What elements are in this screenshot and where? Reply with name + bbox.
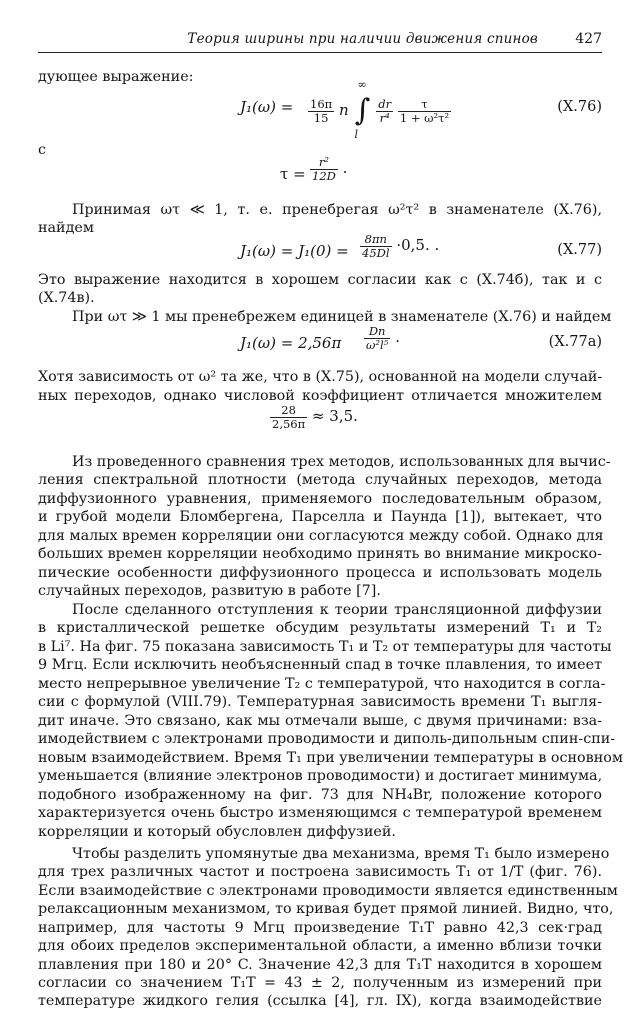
equation-x77: J₁(ω) = J₁(0) = $\frac{8\pi n}{45Dl}$ ·0,5. . (X.77) — [240, 232, 602, 260]
text-line: Это выражение находится в хорошем согласии как с (X.74б), так и с — [38, 272, 602, 288]
eq-lhs: J₁(ω) = J₁(0) = — [240, 242, 349, 260]
text-line: для трех различных частот и построена зависимость T₁ от 1/T (фиг. 76). — [38, 864, 602, 880]
text-line: имодействием с электронами проводимости и диполь-дипольным спин-спи- — [38, 731, 616, 747]
equation-label: (X.76) — [557, 99, 602, 115]
eq-symbol: n — [338, 101, 349, 119]
text-line: При ωτ ≫ 1 мы пренебрежем единицей в знаменателе (X.76) и найдем — [72, 309, 612, 325]
text-line: температуре жидкого гелия (ссылка [4], гл. IX), когда взаимодействие — [38, 993, 602, 1009]
text-line: корреляции и который обусловлен диффузией. — [38, 824, 396, 840]
eq-lhs: J₁(ω) = — [240, 98, 294, 116]
equation-tau: τ = $\frac{\text{r²}}{12D}$ . — [280, 155, 348, 183]
running-header — [38, 31, 602, 53]
header-rule — [38, 52, 602, 53]
header-title: Теория ширины при наличии движения спинов — [187, 31, 538, 47]
text-line: диффузионного уравнения, применяемого последовательным образом, — [38, 491, 602, 507]
text-line: и грубой модели Бломбергена, Парселла и Паунда [1]), вытекает, что — [38, 509, 602, 525]
text-line: найдем — [38, 220, 94, 236]
text-line: пические особенности диффузионного процесса и использовать модель — [38, 565, 602, 581]
text-line: в Li⁷. На фиг. 75 показана зависимость T₁ и T₂ от температуры для частоты — [38, 639, 612, 655]
eq-lhs: τ = — [280, 165, 306, 183]
equation-label: (X.77а) — [548, 334, 602, 350]
text-line: больших времен корреляции необходимо принять во внимание микроско- — [38, 546, 602, 562]
integral-sign: ∫ ∞ l — [354, 78, 371, 141]
eq-fraction: $\frac{16\pi}{15}$ — [310, 96, 333, 125]
text-line: плавления при 180 и 20° C. Значение 42,3 для T₁T находится в хорошем — [38, 957, 602, 973]
text-line: Принимая ωτ ≪ 1, т. е. пренебрегая ω²τ² в знаменателе (X.76), — [72, 202, 602, 218]
text-line: дующее выражение: — [38, 69, 194, 85]
text-line: сии с формулой (VIII.79). Температурная зависимость времени T₁ выгля- — [38, 694, 602, 710]
text-line: Из проведенного сравнения трех методов, использованных для вычис- — [72, 454, 611, 470]
text-line: для обоих пределов экспериментальной области, а именно вблизи точки — [38, 938, 602, 954]
equation-ratio: $\frac{28}{2,56\pi}$ ≈ 3,5. — [272, 403, 358, 431]
text-line: случайных переходов, развитую в работе [7]. — [38, 583, 381, 599]
eq-lhs: J₁(ω) = 2,56π — [240, 334, 342, 352]
text-line: новым взаимодействием. Время T₁ при увеличении температуры в основном — [38, 750, 623, 766]
eq-fraction: $\frac{Dn}{\text{ω²l⁵}}$ — [366, 324, 389, 352]
text-line: место непрерывное увеличение T₂ с температурой, что находится в согла- — [38, 676, 606, 692]
text-line: дит иначе. Это связано, как мы отмечали выше, с двумя причинами: вза- — [38, 713, 602, 729]
eq-fraction: $\frac{\text{r²}}{12D}$ — [312, 155, 336, 183]
text-line: согласии со значением T₁T = 43 ± 2, полученным из измерений при — [38, 975, 602, 991]
eq-fraction: $\frac{dr}{\text{r⁴}}$ — [378, 96, 392, 125]
text-line: например, для частоты 9 Мгц произведение T₁T равно 42,3 сек·град — [38, 920, 602, 936]
text-line: После сделанного отступления к теории трансляционной диффузии — [72, 602, 602, 618]
text-line: с — [38, 142, 47, 158]
text-line: Чтобы разделить упомянутые два механизма, время T₁ было измерено — [72, 846, 610, 862]
text-line: характеризуется очень быстро изменяющимся с температурой временем — [38, 805, 602, 821]
eq-fraction: $\frac{28}{2,56\pi}$ — [272, 403, 306, 431]
text-line: в кристаллической решетке обсудим результаты измерений T₁ и T₂ — [38, 620, 602, 636]
page-number: 427 — [575, 31, 602, 47]
equation-x77a: J₁(ω) = 2,56π $\frac{Dn}{\text{ω²l⁵}}$ . (X.77а) — [240, 324, 602, 352]
text-line: для малых времен корреляции они согласуются между собой. Однако для — [38, 528, 604, 544]
text-line: (X.74в). — [38, 290, 95, 306]
text-line: релаксационным механизмом, то кривая будет прямой линией. Видно, что, — [38, 901, 614, 917]
text-line: ных переходов, однако числовой коэффициент отличается множителем — [38, 388, 602, 404]
text-line: Если взаимодействие с электронами проводимости является единственным — [38, 883, 618, 899]
eq-fraction: $\frac{\tau}{\text{1 + ω²τ²}}$ — [399, 96, 450, 125]
equation-x76 — [240, 78, 602, 141]
text-line: подобного изображенному на фиг. 73 для NH₄Br, положение которого — [38, 787, 602, 803]
text-line: ления спектральной плотности (метода случайных переходов, метода — [38, 472, 602, 488]
text-line: уменьшается (влияние электронов проводимости) и достигает минимума, — [38, 768, 603, 784]
text-line: Хотя зависимость от ω² та же, что в (X.75), основанной на модели случай- — [38, 369, 603, 385]
equation-label: (X.77) — [557, 242, 602, 258]
text-line: 9 Мгц. Если исключить необъясненный спад в точке плавления, то имеет — [38, 657, 602, 673]
eq-fraction: $\frac{8\pi n}{45Dl}$ — [362, 232, 390, 260]
